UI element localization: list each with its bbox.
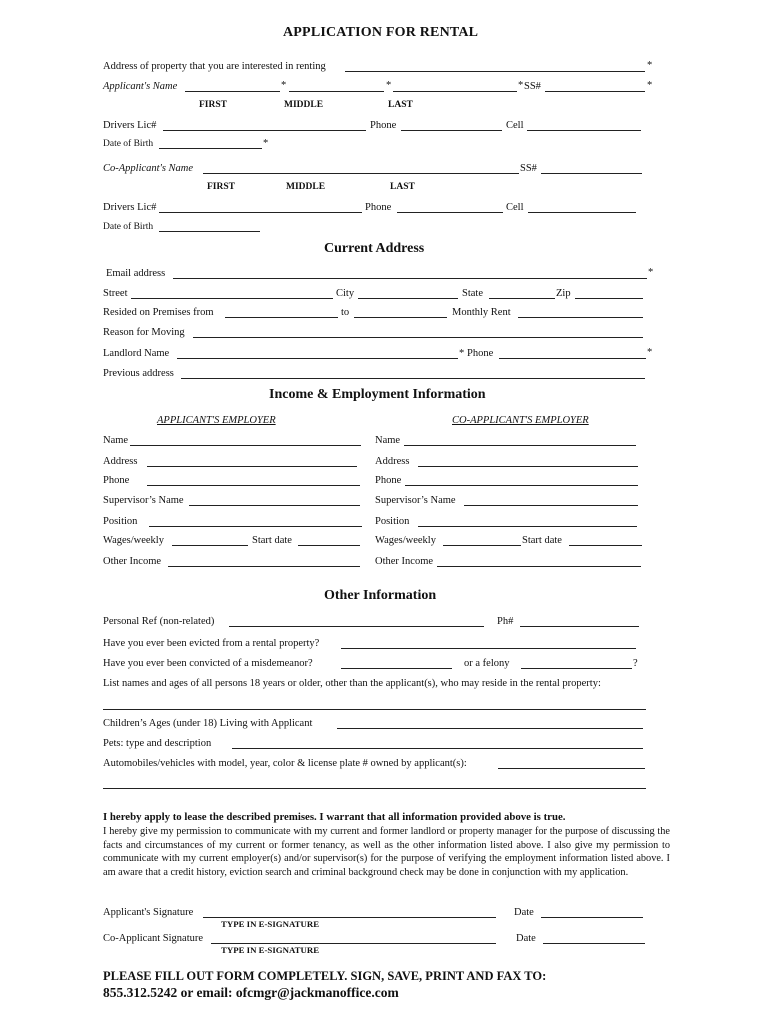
employer-phone-label: Phone <box>103 475 130 486</box>
required-star: * <box>647 80 653 91</box>
drivers-lic-label: Drivers Lic# <box>103 202 157 213</box>
ref-ph-line <box>520 626 639 627</box>
city-line <box>358 298 458 299</box>
employment-heading: Income & Employment Information <box>269 387 486 402</box>
cell-line <box>527 130 641 131</box>
page-title: APPLICATION FOR RENTAL <box>283 25 479 40</box>
employer-address-label: Address <box>375 456 410 467</box>
persons-label: List names and ages of all persons 18 years or older, other than the applicant(s), who may reside in the rental property: <box>103 678 601 689</box>
ss-label: SS# <box>520 163 537 174</box>
ref-line <box>229 626 484 627</box>
cell-label: Cell <box>506 202 524 213</box>
position-label: Position <box>103 516 138 527</box>
declaration-bold: I hereby apply to lease the described premises. I warrant that all information provided above is true. <box>103 811 566 823</box>
emp-line <box>404 445 636 446</box>
employer-name-label: Name <box>103 435 129 446</box>
resided-label: Resided on Premises from <box>103 307 214 318</box>
dob-line <box>159 148 262 149</box>
other-income-label: Other Income <box>375 556 434 567</box>
date-label: Date <box>514 907 534 918</box>
monthly-rent-line <box>518 317 643 318</box>
co-drivers-lic-line <box>159 212 362 213</box>
applicant-signature-label: Applicant's Signature <box>103 907 194 918</box>
type-esignature-hint: TYPE IN E-SIGNATURE <box>221 945 320 955</box>
landlord-phone-line <box>499 358 646 359</box>
coapplicant-name-label: Co-Applicant's Name <box>103 163 194 174</box>
required-star: * <box>518 80 524 91</box>
previous-address-line <box>181 378 645 379</box>
reason-label: Reason for Moving <box>103 327 185 338</box>
email-line <box>173 278 647 279</box>
emp-line <box>464 505 638 506</box>
misdemeanor-line <box>341 668 452 669</box>
evicted-label: Have you ever been evicted from a rental property? <box>103 638 320 649</box>
emp-line <box>147 485 360 486</box>
city-label: City <box>336 288 355 299</box>
required-star: * <box>281 80 287 91</box>
pets-label: Pets: type and description <box>103 738 212 749</box>
dob-label: Date of Birth <box>103 139 154 149</box>
coapplicant-date-line <box>543 943 645 944</box>
pets-line <box>232 748 643 749</box>
reason-line <box>193 337 643 338</box>
drivers-lic-line <box>163 130 366 131</box>
employer-phone-label: Phone <box>375 475 402 486</box>
wages-label: Wages/weekly <box>375 535 436 546</box>
footer-contact: 855.312.5242 or email: ofcmgr@jackmanoffice.com <box>103 985 399 1000</box>
emp-line <box>569 545 642 546</box>
position-label: Position <box>375 516 410 527</box>
persons-line <box>103 709 646 710</box>
children-label: Children’s Ages (under 18) Living with Applicant <box>103 718 313 729</box>
required-star: * <box>648 267 654 278</box>
first-caption: FIRST <box>199 100 227 110</box>
resided-from-line <box>225 317 338 318</box>
monthly-rent-label: Monthly Rent <box>452 307 511 318</box>
property-address-label: Address of property that you are interested in renting <box>103 61 326 72</box>
to-label: to <box>341 307 350 318</box>
start-date-label: Start date <box>522 535 562 546</box>
emp-line <box>418 526 637 527</box>
question-mark: ? <box>633 658 638 669</box>
resided-to-line <box>354 317 447 318</box>
property-address-line <box>345 71 645 72</box>
landlord-phone-label: Phone <box>467 348 494 359</box>
misdemeanor-label: Have you ever been convicted of a misdemeanor? <box>103 658 313 669</box>
autos-line <box>498 768 645 769</box>
required-star: * <box>459 348 465 359</box>
current-address-heading: Current Address <box>324 241 425 256</box>
coapplicant-signature-label: Co-Applicant Signature <box>103 933 204 944</box>
required-star: * <box>647 347 653 358</box>
coapplicant-ss-line <box>541 173 642 174</box>
emp-line <box>418 466 638 467</box>
emp-line <box>405 485 638 486</box>
applicant-ss-line <box>545 91 645 92</box>
emp-line <box>189 505 360 506</box>
applicant-name-label: Applicant's Name <box>103 81 178 92</box>
type-esignature-hint: TYPE IN E-SIGNATURE <box>221 919 320 929</box>
last-caption: LAST <box>390 182 415 192</box>
emp-line <box>168 566 360 567</box>
landlord-label: Landlord Name <box>103 348 170 359</box>
email-label: Email address <box>106 268 166 279</box>
required-star: * <box>386 80 392 91</box>
zip-line <box>575 298 643 299</box>
autos-label: Automobiles/vehicles with model, year, color & license plate # owned by applicant(s): <box>103 758 467 769</box>
applicant-last-line <box>393 91 517 92</box>
emp-line <box>130 445 361 446</box>
co-dob-line <box>159 231 260 232</box>
cell-label: Cell <box>506 120 524 131</box>
street-label: Street <box>103 288 128 299</box>
footer-instructions: PLEASE FILL OUT FORM COMPLETELY. SIGN, SAVE, PRINT AND FAX TO: <box>103 969 547 983</box>
street-line <box>131 298 333 299</box>
middle-caption: MIDDLE <box>284 100 324 110</box>
co-cell-line <box>528 212 636 213</box>
felony-line <box>521 668 632 669</box>
evicted-line <box>341 648 636 649</box>
wages-label: Wages/weekly <box>103 535 164 546</box>
previous-address-label: Previous address <box>103 368 174 379</box>
employer-name-label: Name <box>375 435 401 446</box>
supervisor-label: Supervisor’s Name <box>103 495 184 506</box>
drivers-lic-label: Drivers Lic# <box>103 120 157 131</box>
felony-label: or a felony <box>464 658 510 669</box>
required-star: * <box>263 138 269 149</box>
phone-label: Phone <box>365 202 392 213</box>
emp-line <box>443 545 521 546</box>
children-line <box>337 728 643 729</box>
personal-ref-label: Personal Ref (non-related) <box>103 616 215 627</box>
supervisor-label: Supervisor’s Name <box>375 495 456 506</box>
emp-line <box>298 545 360 546</box>
start-date-label: Start date <box>252 535 292 546</box>
applicant-first-line <box>185 91 280 92</box>
first-caption: FIRST <box>207 182 235 192</box>
co-phone-line <box>397 212 503 213</box>
date-label: Date <box>516 933 536 944</box>
zip-label: Zip <box>556 288 571 299</box>
employer-address-label: Address <box>103 456 138 467</box>
ph-label: Ph# <box>497 616 514 627</box>
applicant-employer-heading: APPLICANT'S EMPLOYER <box>157 415 276 426</box>
other-income-label: Other Income <box>103 556 162 567</box>
landlord-line <box>177 358 458 359</box>
applicant-middle-line <box>289 91 384 92</box>
phone-line <box>401 130 502 131</box>
ss-label: SS# <box>524 81 541 92</box>
state-label: State <box>462 288 483 299</box>
phone-label: Phone <box>370 120 397 131</box>
applicant-date-line <box>541 917 643 918</box>
middle-caption: MIDDLE <box>286 182 326 192</box>
coapplicant-employer-heading: CO-APPLICANT'S EMPLOYER <box>452 415 589 426</box>
coapplicant-name-line <box>203 173 519 174</box>
emp-line <box>147 466 357 467</box>
declaration-paragraph: I hereby give my permission to communicate with my current and former landlord or property manager for the purpose of discussing the facts and circumstances of my current or former tenancy, as well as the other information listed above. I also give my permission to communicate with my current employer(s) and/or supervisor(s) for the purpose of verifying the employment information listed above. I am aware that a credit history, eviction search and criminal background check may be done in conjunction with my application. <box>103 826 670 878</box>
dob-label: Date of Birth <box>103 222 154 232</box>
required-star: * <box>647 60 653 71</box>
emp-line <box>149 526 362 527</box>
autos-line-2 <box>103 788 646 789</box>
state-line <box>489 298 555 299</box>
emp-line <box>437 566 641 567</box>
last-caption: LAST <box>388 100 413 110</box>
other-info-heading: Other Information <box>324 588 437 603</box>
emp-line <box>172 545 248 546</box>
